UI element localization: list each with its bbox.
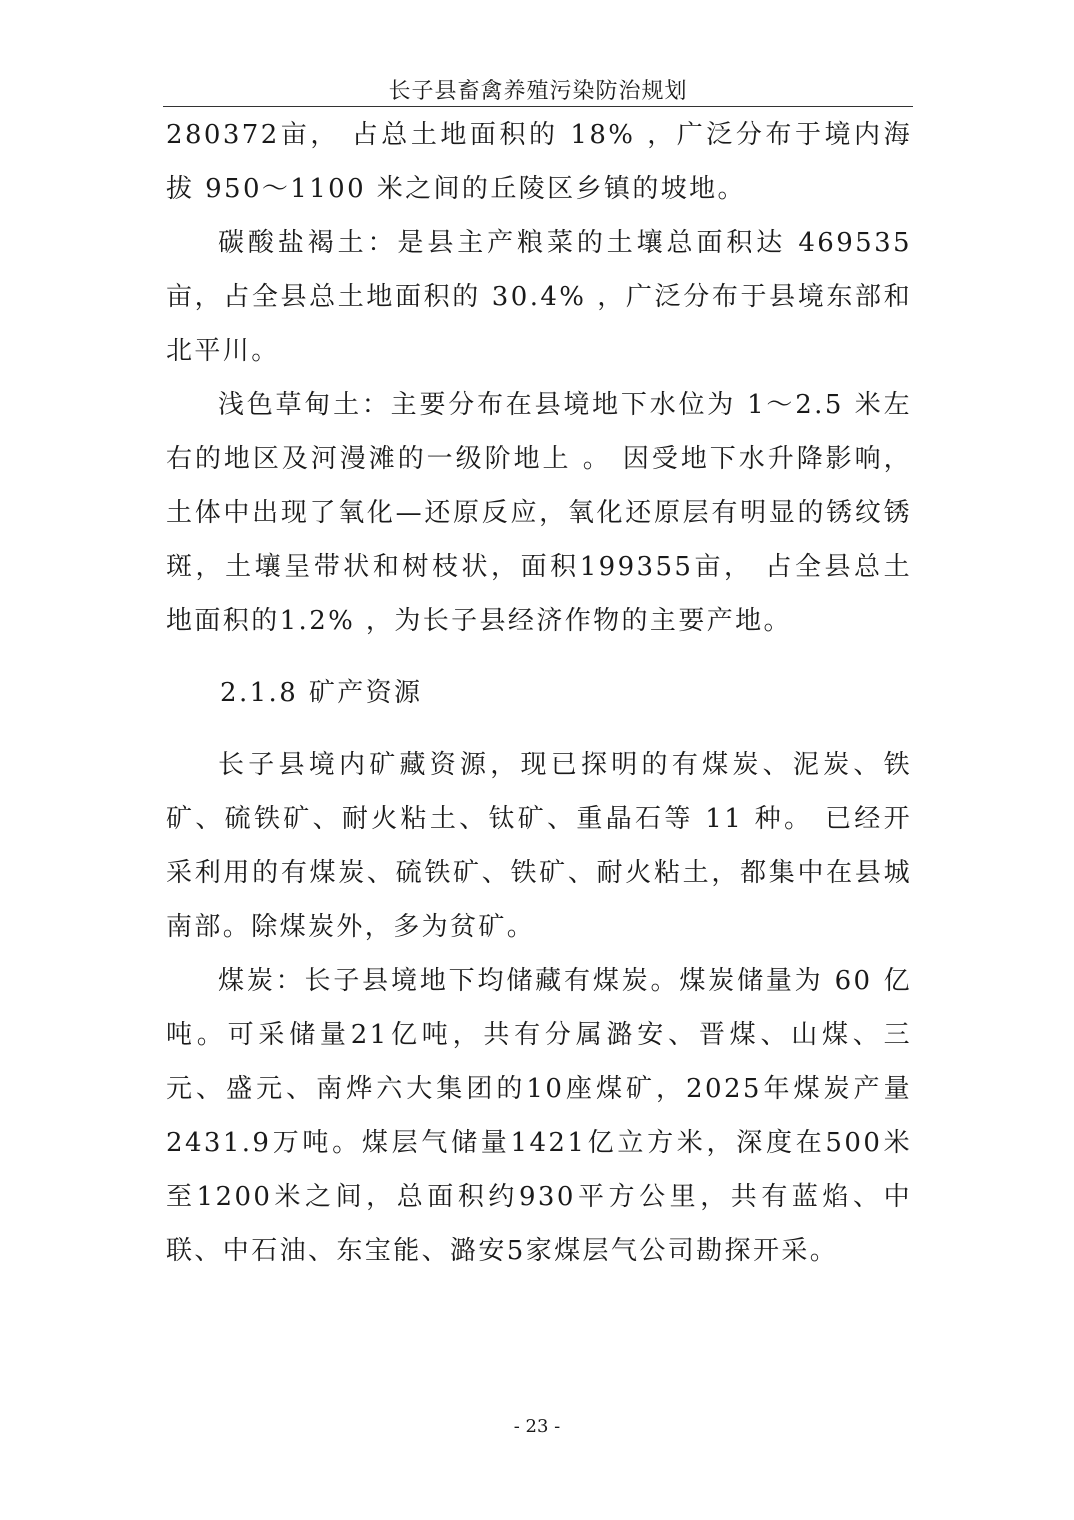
paragraph-coal: 煤炭：长子县境地下均储藏有煤炭。煤炭储量为 60 亿吨。可采储量21亿吨，共有分属潞安、晋煤、山煤、三元、盛元、南烨六大集团的10座煤矿，2025年煤炭产量2431.9万吨。煤层气储量1421亿立方米，深度在500米至1200米之间，总面积约930平方公里，共有蓝焰、中联、中石油、东宝能、潞安5家煤层气公司勘探开采。 bbox=[166, 966, 912, 1266]
page-number: - 23 - bbox=[513, 1416, 561, 1437]
body-text bbox=[166, 108, 912, 1278]
paragraph-carbonate-cinnamon-soil: 碳酸盐褐土：是县主产粮菜的土壤总面积达 469535 亩，占全县总土地面积的 30.4% ，广泛分布于县境东部和北平川。 bbox=[166, 228, 912, 366]
paragraph-soil-area-continued: 280372亩， 占总土地面积的 18% ，广泛分布于境内海拔 950～1100 米之间的丘陵区乡镇的坡地。 bbox=[166, 120, 912, 204]
running-header: 长子县畜禽养殖污染防治规划 bbox=[388, 79, 688, 104]
paragraph-light-meadow-soil: 浅色草甸土：主要分布在县境地下水位为 1～2.5 米左右的地区及河漫滩的一级阶地上 。 因受地下水升降影响，土体中出现了氧化—还原反应，氧化还原层有明显的锈纹锈斑，土壤呈带状和树枝状，面积199355亩， 占全县总土地面积的1.2% ，为长子县经济作物的主要产地。 bbox=[166, 390, 912, 636]
paragraph-mineral-resources: 长子县境内矿藏资源，现已探明的有煤炭、泥炭、铁矿、硫铁矿、耐火粘土、钛矿、重晶石等 11 种。 已经开采利用的有煤炭、硫铁矿、铁矿、耐火粘土，都集中在县城南部。除煤炭外，多为贫矿。 bbox=[166, 750, 912, 942]
header-divider bbox=[163, 106, 913, 107]
section-heading-mineral-resources: 2.1.8 矿产资源 bbox=[220, 678, 423, 708]
